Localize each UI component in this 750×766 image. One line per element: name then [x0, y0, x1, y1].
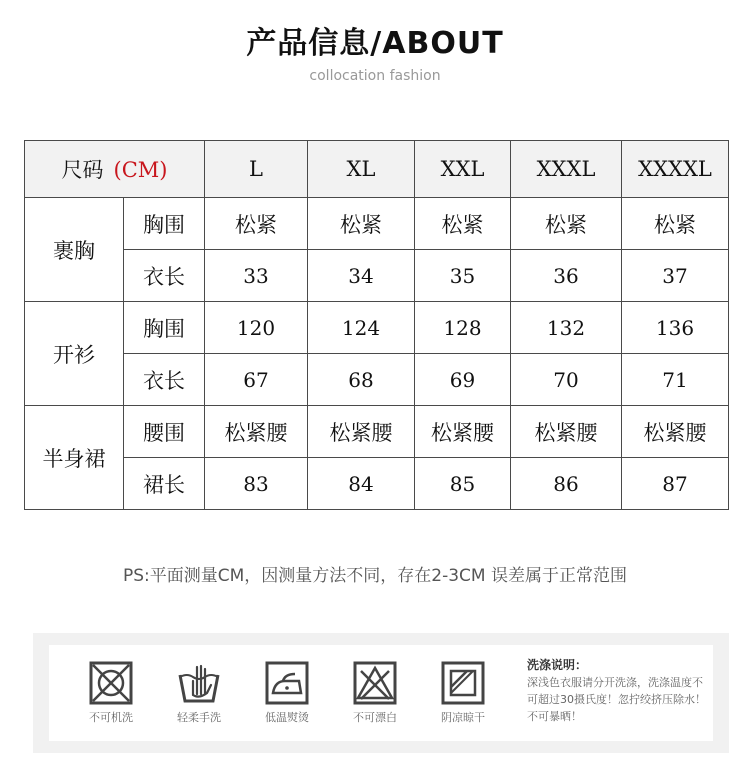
table-row [25, 250, 729, 302]
value-cell: 松紧腰 [308, 406, 415, 458]
size-header-cell: XXXL [511, 141, 622, 198]
value-cell: 67 [205, 354, 308, 406]
group-name-cell: 裹胸 [25, 198, 124, 302]
table-row [25, 198, 729, 250]
size-header-cell: XL [308, 141, 415, 198]
care-label: 低温熨烫 [265, 711, 309, 724]
value-cell: 71 [622, 354, 729, 406]
measure-label-cell: 裙长 [124, 458, 205, 510]
size-corner-cell [25, 141, 205, 198]
care-item [423, 661, 503, 725]
measure-label-cell: 胸围 [124, 198, 205, 250]
value-cell: 松紧 [622, 198, 729, 250]
value-cell: 70 [511, 354, 622, 406]
measure-label-cell: 腰围 [124, 406, 205, 458]
low-iron-icon [265, 661, 309, 705]
value-cell: 松紧 [511, 198, 622, 250]
care-label: 轻柔手洗 [177, 711, 221, 724]
value-cell: 69 [415, 354, 511, 406]
table-row [25, 354, 729, 406]
size-table [24, 140, 729, 510]
value-cell: 68 [308, 354, 415, 406]
group-name-cell: 半身裙 [25, 406, 124, 510]
page-title: 产品信息/ABOUT [246, 26, 504, 61]
no-bleach-icon [353, 661, 397, 705]
value-cell: 松紧 [205, 198, 308, 250]
value-cell: 松紧腰 [622, 406, 729, 458]
wash-text: 深浅色衣服请分开洗涤，洗涤温度不可超过30摄氏度！忽拧绞挤压除水！不可暴晒！ [527, 676, 706, 723]
table-row [25, 458, 729, 510]
measure-label-cell: 胸围 [124, 302, 205, 354]
size-header-cell: L [205, 141, 308, 198]
care-label: 不可机洗 [89, 711, 133, 724]
value-cell: 132 [511, 302, 622, 354]
value-cell: 37 [622, 250, 729, 302]
table-row [25, 406, 729, 458]
value-cell: 松紧腰 [511, 406, 622, 458]
care-item [335, 661, 415, 725]
size-header-row [25, 141, 729, 198]
value-cell: 83 [205, 458, 308, 510]
care-item [247, 661, 327, 725]
value-cell: 84 [308, 458, 415, 510]
measure-label-cell: 衣长 [124, 250, 205, 302]
value-cell: 136 [622, 302, 729, 354]
measure-label-cell: 衣长 [124, 354, 205, 406]
value-cell: 124 [308, 302, 415, 354]
value-cell: 松紧 [308, 198, 415, 250]
value-cell: 120 [205, 302, 308, 354]
table-row [25, 302, 729, 354]
care-label: 阴凉晾干 [441, 711, 485, 724]
value-cell: 36 [511, 250, 622, 302]
group-name-cell: 开衫 [25, 302, 124, 406]
no-machine-wash-icon [89, 661, 133, 705]
value-cell: 松紧腰 [205, 406, 308, 458]
value-cell: 33 [205, 250, 308, 302]
value-cell: 松紧腰 [415, 406, 511, 458]
unit-label: (CM) [113, 158, 168, 182]
value-cell: 松紧 [415, 198, 511, 250]
size-header-cell: XXL [415, 141, 511, 198]
size-label: 尺码 [61, 158, 104, 182]
hand-wash-icon [177, 661, 221, 705]
value-cell: 86 [511, 458, 622, 510]
size-header-cell: XXXXL [622, 141, 729, 198]
value-cell: 87 [622, 458, 729, 510]
value-cell: 128 [415, 302, 511, 354]
care-item [71, 661, 151, 725]
wash-title: 洗涤说明： [527, 658, 588, 672]
care-label: 不可漂白 [353, 711, 397, 724]
page-subtitle: collocation fashion [309, 68, 441, 84]
care-panel [33, 633, 729, 753]
wash-instructions [527, 657, 707, 733]
value-cell: 85 [415, 458, 511, 510]
value-cell: 35 [415, 250, 511, 302]
value-cell: 34 [308, 250, 415, 302]
shade-dry-icon [441, 661, 485, 705]
care-inner [49, 645, 713, 741]
measurement-note: PS:平面测量CM，因测量方法不同，存在2-3CM 误差属于正常范围 [122, 566, 627, 586]
care-item [159, 661, 239, 725]
